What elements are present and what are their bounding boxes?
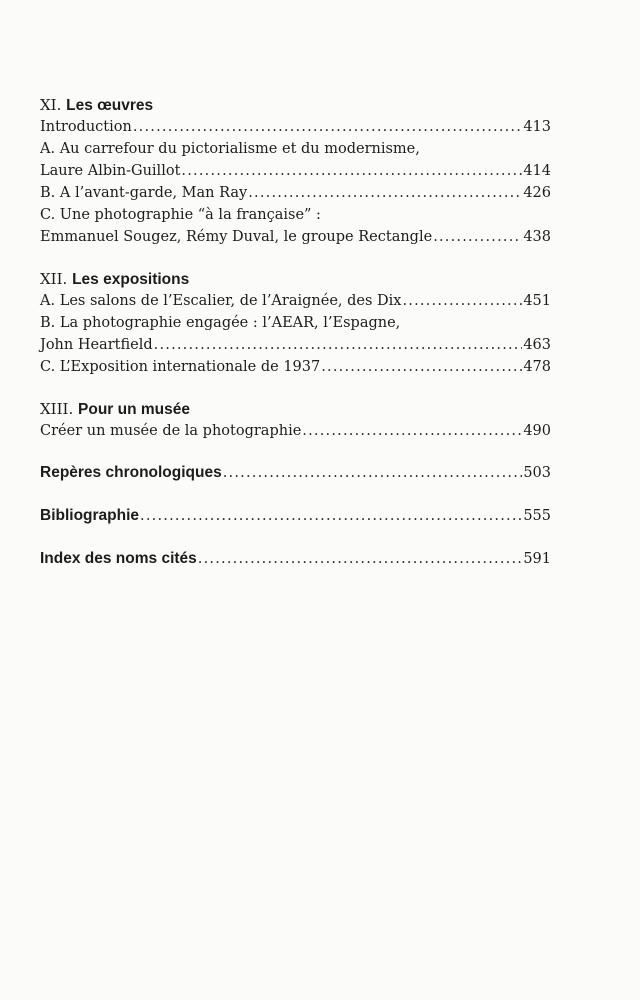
entry-label: Index des noms cités xyxy=(40,550,197,567)
toc-section-xii xyxy=(40,268,551,378)
entry-label: Créer un musée de la photographie xyxy=(40,423,302,439)
toc-entry[interactable] xyxy=(40,548,551,570)
entry-label: C. L’Exposition internationale de 1937 xyxy=(40,359,321,375)
table-of-contents xyxy=(40,94,551,591)
section-title: Pour un musée xyxy=(78,401,190,418)
entry-page-number: 555 xyxy=(523,508,551,524)
entry-page-number: 438 xyxy=(523,229,551,245)
toc-entry[interactable] xyxy=(40,182,551,204)
section-heading xyxy=(40,268,551,290)
entry-label: Repères chronologiques xyxy=(40,464,222,481)
toc-entry[interactable] xyxy=(40,160,551,182)
entry-label: A. Les salons de l’Escalier, de l’Araignée, des Dix xyxy=(40,293,402,309)
entry-label: Laure Albin-Guillot xyxy=(40,163,181,179)
toc-entry[interactable] xyxy=(40,226,551,248)
toc-main-entry-bibliography xyxy=(40,505,551,527)
toc-entry[interactable] xyxy=(40,420,551,442)
dot-leader xyxy=(133,116,522,138)
dot-leader xyxy=(302,420,522,442)
entry-page-number: 414 xyxy=(523,163,551,179)
dot-leader xyxy=(154,334,523,356)
toc-entry[interactable] xyxy=(40,334,551,356)
entry-page-number: 478 xyxy=(523,359,551,375)
entry-page-number: 503 xyxy=(523,465,551,481)
entry-page-number: 591 xyxy=(523,551,551,567)
entry-page-number: 490 xyxy=(523,423,551,439)
entry-page-number: 463 xyxy=(523,337,551,353)
section-number: XII. xyxy=(40,270,68,288)
dot-leader xyxy=(402,290,522,312)
entry-page-number: 413 xyxy=(523,119,551,135)
dot-leader xyxy=(140,505,522,527)
toc-main-entry-index xyxy=(40,548,551,570)
entry-page-number: 426 xyxy=(523,185,551,201)
dot-leader xyxy=(198,548,523,570)
toc-section-xi xyxy=(40,94,551,248)
section-title: Les expositions xyxy=(72,271,190,288)
entry-label-line: C. Une photographie “à la française” : xyxy=(40,207,321,223)
toc-entry[interactable] xyxy=(40,462,551,484)
entry-label: Bibliographie xyxy=(40,507,140,524)
section-heading xyxy=(40,94,551,116)
toc-entry[interactable] xyxy=(40,356,551,378)
dot-leader xyxy=(223,462,523,484)
entry-label-line: B. La photographie engagée : l’AEAR, l’Espagne, xyxy=(40,315,401,331)
toc-entry[interactable] xyxy=(40,505,551,527)
dot-leader xyxy=(181,160,522,182)
section-title: Les œuvres xyxy=(66,97,154,114)
section-number: XIII. xyxy=(40,400,74,418)
dot-leader xyxy=(321,356,522,378)
entry-label: John Heartfield xyxy=(40,337,153,353)
dot-leader xyxy=(248,182,522,204)
entry-label: Emmanuel Sougez, Rémy Duval, le groupe Rectangle xyxy=(40,229,433,245)
toc-entry[interactable] xyxy=(40,116,551,138)
entry-label: Introduction xyxy=(40,119,132,135)
toc-section-xiii xyxy=(40,398,551,442)
toc-main-entry-chronology xyxy=(40,462,551,484)
entry-label: B. A l’avant-garde, Man Ray xyxy=(40,185,248,201)
dot-leader xyxy=(433,226,522,248)
section-heading xyxy=(40,398,551,420)
section-number: XI. xyxy=(40,96,62,114)
toc-entry[interactable] xyxy=(40,290,551,312)
entry-page-number: 451 xyxy=(523,293,551,309)
entry-label-line: A. Au carrefour du pictorialisme et du modernisme, xyxy=(40,141,420,157)
